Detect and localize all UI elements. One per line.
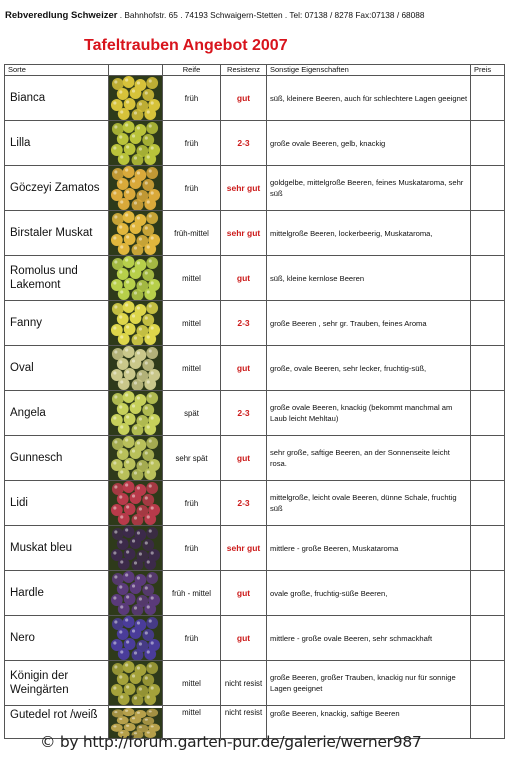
firm-address: . Bahnhofstr. 65 . 74193 Schwaigern-Stetten . Tel: 07138 / 8278 Fax:07138 / 68088 [119, 10, 425, 20]
other-properties: große Beeren, großer Trauben, knackig nur für sonnige Lagen geeignet [267, 661, 471, 706]
price-cell [471, 166, 505, 211]
ripening-time: früh [163, 76, 221, 121]
table-row [5, 616, 505, 661]
grape-cluster-image [109, 346, 162, 390]
price-cell [471, 211, 505, 256]
variety-name: Fanny [5, 301, 109, 346]
price-cell [471, 76, 505, 121]
variety-name: Königin der Weingärten [5, 661, 109, 706]
ripening-time: mittel [163, 301, 221, 346]
table-row [5, 121, 505, 166]
grape-cluster-image [109, 571, 162, 615]
variety-name: Angela [5, 391, 109, 436]
column-header-image [109, 65, 163, 76]
other-properties: große Beeren, knackig, saftige Beeren [267, 706, 471, 739]
grape-photo [109, 166, 163, 211]
variety-name: Gunnesch [5, 436, 109, 481]
variety-name: Nero [5, 616, 109, 661]
variety-name: Göczeyi Zamatos [5, 166, 109, 211]
resistance-rating: gut [221, 256, 267, 301]
ripening-time: früh - mittel [163, 571, 221, 616]
grape-cluster-image [109, 166, 162, 210]
column-header-resistenz: Resistenz [221, 65, 267, 76]
grape-cluster-image [109, 391, 162, 435]
other-properties: sehr große, saftige Beeren, an der Sonnenseite leicht rosa. [267, 436, 471, 481]
price-cell [471, 706, 505, 739]
table-row [5, 526, 505, 571]
grape-photo [109, 616, 163, 661]
ripening-time: mittel [163, 706, 221, 739]
variety-name: Lidi [5, 481, 109, 526]
resistance-rating: 2-3 [221, 391, 267, 436]
ripening-time: mittel [163, 346, 221, 391]
other-properties: mittelgroße, leicht ovale Beeren, dünne Schale, fruchtig süß [267, 481, 471, 526]
other-properties: süß, kleine kernlose Beeren [267, 256, 471, 301]
grape-photo [109, 571, 163, 616]
ripening-time: spät [163, 391, 221, 436]
grape-photo [109, 301, 163, 346]
ripening-time: früh-mittel [163, 211, 221, 256]
resistance-rating: gut [221, 76, 267, 121]
grape-cluster-image [109, 76, 162, 120]
variety-name: Bianca [5, 76, 109, 121]
grape-photo [109, 121, 163, 166]
grape-cluster-image [109, 301, 162, 345]
resistance-rating: gut [221, 346, 267, 391]
resistance-rating: gut [221, 571, 267, 616]
variety-name: Oval [5, 346, 109, 391]
table-header-row [5, 65, 505, 76]
grape-photo [109, 661, 163, 706]
resistance-rating: 2-3 [221, 121, 267, 166]
other-properties: große, ovale Beeren, sehr lecker, fruchtig-süß, [267, 346, 471, 391]
grape-photo [109, 211, 163, 256]
grape-cluster-image [109, 661, 162, 705]
table-row [5, 256, 505, 301]
variety-name: Muskat bleu [5, 526, 109, 571]
resistance-rating: gut [221, 436, 267, 481]
table-row [5, 436, 505, 481]
ripening-time: früh [163, 121, 221, 166]
grape-cluster-image [109, 121, 162, 165]
table-row [5, 346, 505, 391]
resistance-rating: 2-3 [221, 481, 267, 526]
price-cell [471, 481, 505, 526]
variety-name: Birstaler Muskat [5, 211, 109, 256]
firm-name: Rebveredlung Schweizer [5, 10, 118, 21]
copyright-watermark: © by http://forum.garten-pur.de/galerie/werner987 [40, 733, 422, 751]
column-header-reife: Reife [163, 65, 221, 76]
price-cell [471, 616, 505, 661]
ripening-time: früh [163, 526, 221, 571]
variety-name: Romolus und Lakemont [5, 256, 109, 301]
price-cell [471, 526, 505, 571]
resistance-rating: sehr gut [221, 166, 267, 211]
resistance-rating: nicht resist [221, 706, 267, 739]
grape-photo [109, 481, 163, 526]
resistance-rating: 2-3 [221, 301, 267, 346]
table-row [5, 391, 505, 436]
resistance-rating: sehr gut [221, 211, 267, 256]
other-properties: goldgelbe, mittelgroße Beeren, feines Muskataroma, sehr süß [267, 166, 471, 211]
ripening-time: früh [163, 616, 221, 661]
resistance-rating: nicht resist [221, 661, 267, 706]
grape-photo [109, 256, 163, 301]
other-properties: mittlere - große Beeren, Muskataroma [267, 526, 471, 571]
other-properties: mittlere - große ovale Beeren, sehr schmackhaft [267, 616, 471, 661]
ripening-time: mittel [163, 256, 221, 301]
other-properties: ovale große, fruchtig-süße Beeren, [267, 571, 471, 616]
column-header-preis: Preis [471, 65, 505, 76]
resistance-rating: sehr gut [221, 526, 267, 571]
ripening-time: mittel [163, 661, 221, 706]
resistance-rating: gut [221, 616, 267, 661]
price-cell [471, 571, 505, 616]
table-row [5, 571, 505, 616]
grape-cluster-image [109, 481, 162, 525]
grape-cluster-image [109, 526, 162, 570]
grape-photo [109, 76, 163, 121]
table-row [5, 661, 505, 706]
price-cell [471, 661, 505, 706]
variety-name: Hardle [5, 571, 109, 616]
grape-photo [109, 436, 163, 481]
grape-photo [109, 391, 163, 436]
other-properties: süß, kleinere Beeren, auch für schlechtere Lagen geeignet [267, 76, 471, 121]
header-line [5, 10, 505, 21]
price-cell [471, 301, 505, 346]
grape-photo [109, 526, 163, 571]
column-header-sorte: Sorte [5, 65, 109, 76]
table-row [5, 211, 505, 256]
grape-cluster-image [109, 256, 162, 300]
variety-name: Gutedel rot /weiß [5, 706, 109, 739]
column-header-eigenschaften: Sonstige Eigenschaften [267, 65, 471, 76]
price-cell [471, 346, 505, 391]
price-cell [471, 436, 505, 481]
other-properties: große Beeren , sehr gr. Trauben, feines Aroma [267, 301, 471, 346]
table-row [5, 301, 505, 346]
other-properties: große ovale Beeren, gelb, knackig [267, 121, 471, 166]
grape-cluster-image [109, 616, 162, 660]
ripening-time: früh [163, 481, 221, 526]
table-row [5, 166, 505, 211]
table-row [5, 76, 505, 121]
price-cell [471, 121, 505, 166]
offer-title: Tafeltrauben Angebot 2007 [84, 37, 288, 54]
grape-cluster-image [109, 436, 162, 480]
variety-name: Lilla [5, 121, 109, 166]
grape-cluster-image [109, 211, 162, 255]
ripening-time: sehr spät [163, 436, 221, 481]
other-properties: mittelgroße Beeren, lockerbeerig, Muskataroma, [267, 211, 471, 256]
table-row [5, 481, 505, 526]
price-cell [471, 256, 505, 301]
other-properties: große ovale Beeren, knackig (bekommt manchmal am Laub leicht Mehltau) [267, 391, 471, 436]
price-cell [471, 391, 505, 436]
grape-table [4, 64, 505, 739]
grape-photo [109, 346, 163, 391]
ripening-time: früh [163, 166, 221, 211]
